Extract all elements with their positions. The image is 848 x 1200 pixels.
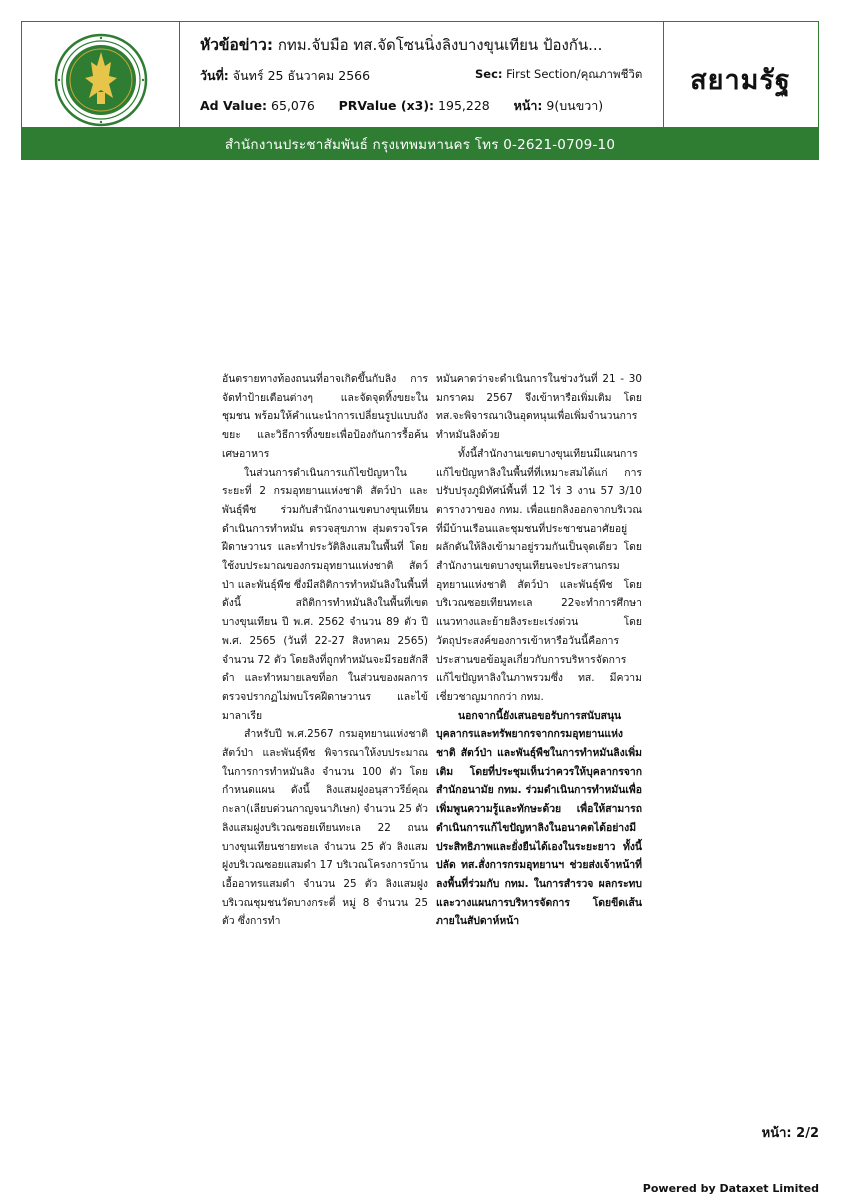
page-number-value: 2/2 xyxy=(796,1126,819,1141)
values-row xyxy=(200,96,603,116)
powered-by: Powered by Dataxet Limited xyxy=(642,1182,819,1195)
section-info xyxy=(475,66,642,84)
sec-value: First Section/คุณภาพชีวิต xyxy=(506,67,643,81)
clipping-header xyxy=(21,21,819,138)
page-number xyxy=(762,1122,819,1143)
newspaper-brand: สยามรัฐ xyxy=(690,65,791,96)
headline-row xyxy=(200,32,660,57)
paragraph-bold: นอกจากนี้ยังเสนอขอรับการสนับสนุนบุคลากรและทรัพยากรจากกรมอุทยานแห่งชาติ สัตว์ป่า และพันธุ์พืชในการทำหมันลิงเพิ่มเติม โดยที่ประชุมเห็นว่าควรให้บุคลากรจากสำนักอนามัย กทม. ร่วมดำเนินการทำหมันเพื่อเพิ่มพูนความรู้และทักษะด้วย เพื่อให้สามารถดำเนินการแก้ไขปัญหาลิงในอนาคตได้อย่างมีประสิทธิภาพและยั่งยืนได้เองในระยะยาว ทั้งนี้ ปลัด ทส.สั่งการกรมอุทยานฯ ช่วยส่งเจ้าหน้าที่ลงพื้นที่ร่วมกับ กทม. ในการสำรวจ ผลกระทบ และวางแผนการบริหารจัดการ โดยขีดเส้นภายในสัปดาห์หน้า xyxy=(436,709,642,928)
article-column-right xyxy=(436,370,642,931)
brand-cell xyxy=(663,22,818,137)
article-column-left xyxy=(222,370,428,931)
headline-text: กทม.จับมือ ทส.จัดโซนนิ่งลิงบางขุนเทียน ป้องกัน... xyxy=(277,36,603,54)
page-number-label: หน้า: xyxy=(761,1126,792,1141)
sec-label: Sec: xyxy=(475,67,503,81)
headline-label: หัวข้อข่าว: xyxy=(200,36,274,54)
logo-cell xyxy=(22,22,180,137)
paragraph: ทั้งนี้สำนักงานเขตบางขุนเทียนมีแผนการแก้ไขปัญหาลิงในพื้นที่ที่เหมาะสมได้แก่ การปรับปรุงภูมิทัศน์พื้นที่ 12 ไร่ 3 งาน 57 3/10 ตารางวาของ กทม. เพื่อแยกลิงออกจากบริเวณที่มีบ้านเรือนและชุมชนที่ประชาชนอาศัยอยู่ ผลักดันให้ลิงเข้ามาอยู่รวมกันเป็นจุดเดียว โดยสำนักงานเขตบางขุนเทียนจะประสานกรมอุทยานแห่งชาติ สัตว์ป่า และพันธุ์พืช โดยบริเวณซอยเทียนทะเล 22จะทำการศึกษาแนวทางและย้ายลิงระยะเร่งด่วน โดยวัตถุประสงค์ของการเข้าหารือวันนี้คือการประสานขอข้อมูลเกี่ยวกับการบริหารจัดการแก้ไขปัญหาลิงในภาพรวมซึ่ง ทส. มีความเชี่ยวชาญมากกว่า กทม. xyxy=(436,447,642,703)
page-value: 9(บนขวา) xyxy=(546,98,604,113)
page-label: หน้า: xyxy=(513,98,543,113)
ad-value: 65,076 xyxy=(271,98,315,113)
pr-value: 195,228 xyxy=(438,98,490,113)
date-value: จันทร์ 25 ธันวาคม 2566 xyxy=(232,68,371,83)
paragraph: สำหรับปี พ.ศ.2567 กรมอุทยานแห่งชาติ สัตว์ป่า และพันธุ์พืช พิจารณาให้งบประมาณในการการทำหมันลิง จำนวน 100 ตัว โดยกำหนดแผน ดังนี้ ลิงแสมฝูงอนุสาวรีย์คุณกะลา(เลียบด่วนกาญจนาภิเษก) จำนวน 25 ตัว ลิงแสมฝูงบริเวณซอยเทียนทะเล 22 ถนนบางขุนเทียนชายทะเล จำนวน 25 ตัว ลิงแสมฝูงบริเวณซอยแสมดำ 17 บริเวณโครงการบ้านเอื้ออาทรแสมดำ จำนวน 25 ตัว ลิงแสมฝูงบริเวณชุมชนวัดบางกระดี่ หมู่ 8 จำนวน 25 ตัว ซึ่งการทำ xyxy=(222,728,428,928)
date-label: วันที่: xyxy=(200,68,229,83)
ad-value-label: Ad Value: xyxy=(200,98,268,113)
office-bar: สำนักงานประชาสัมพันธ์ กรุงเทพมหานคร โทร 0-2621-0709-10 xyxy=(21,127,819,160)
pr-value-label: PRValue (x3): xyxy=(338,98,435,113)
paragraph: หมันคาดว่าจะดำเนินการในช่วงวันที่ 21 - 30 มกราคม 2567 จึงเข้าหารือเพิ่มเติม โดย ทส.จะพิจารณาเงินอุดหนุนเพื่อเพิ่มจำนวนการทำหมันลิงด้วย xyxy=(436,373,642,442)
date-row xyxy=(200,66,643,86)
bangkok-seal-logo xyxy=(53,32,149,128)
paragraph: อันตรายทางท้องถนนที่อาจเกิดขึ้นกับลิง การจัดทำป้ายเตือนต่างๆ และจัดจุดทิ้งขยะในชุมชน พร้อมให้คำแนะนำการเปลี่ยนรูปแบบถังขยะ และวิธีการทิ้งขยะเพื่อป้องกันการรื้อค้นเศษอาหาร xyxy=(222,373,428,460)
info-cell xyxy=(179,22,664,137)
paragraph: ในส่วนการดำเนินการแก้ไขปัญหาในระยะที่ 2 กรมอุทยานแห่งชาติ สัตว์ป่า และพันธุ์พืช ร่วมกับสำนักงานเขตบางขุนเทียน ดำเนินการทำหมัน ตรวจสุขภาพ สุ่มตรวจโรคฝีดาษวานร และทำประวัติลิงแสมในพื้นที่ โดยใช้งบประมาณของกรมอุทยานแห่งชาติ สัตว์ป่า และพันธุ์พืช ซึ่งมีสถิติการทำหมันลิงในพื้นที่ ดังนี้ สถิติการทำหมันลิงในพื้นที่เขตบางขุนเทียน ปี พ.ศ. 2562 จำนวน 89 ตัว ปี พ.ศ. 2565 (วันที่ 22-27 สิงหาคม 2565) จำนวน 72 ตัว โดยลิงที่ถูกทำหมันจะมีรอยสักสีดำ และทำหมายเลขที่อก ในส่วนของผลการตรวจปรากฏไม่พบโรคฝีดาษวานร และไข้มาลาเรีย xyxy=(222,466,428,722)
